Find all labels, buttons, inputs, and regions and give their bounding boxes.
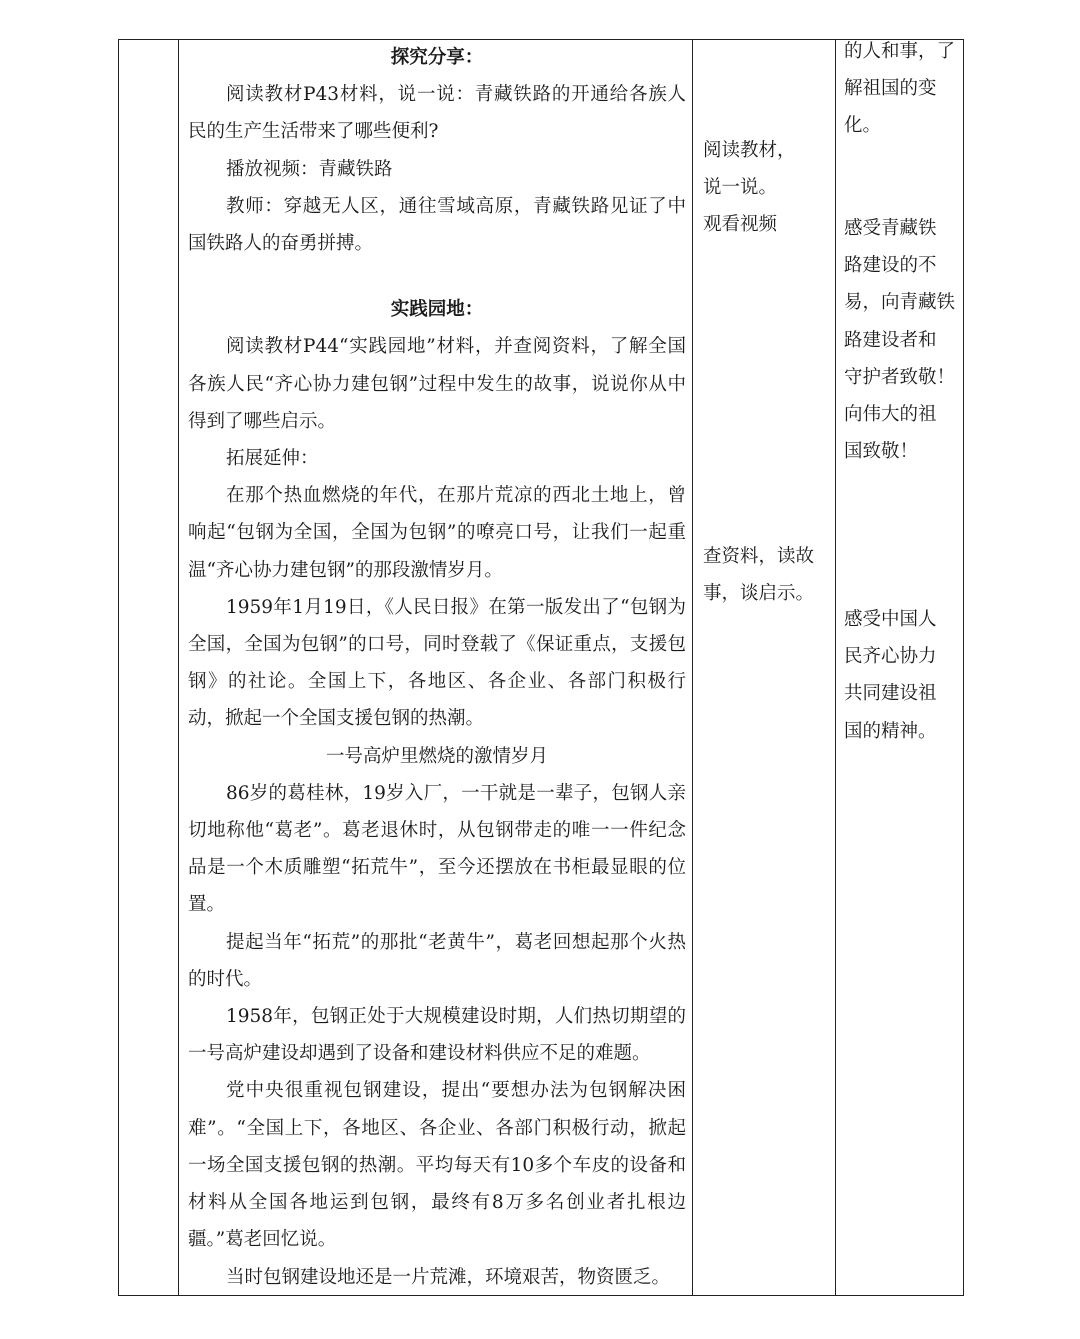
- intent-line: 路建设者和: [844, 329, 937, 351]
- paragraph: 1959年1月19日，《人民日报》在第一版发出了“包钢为全国，全国为包钢”的口号，同时登载了《保证重点，支援包钢》的社论。全国上下，各地区、各企业、各部门积极行动，掀起一个全国支援包钢的热潮。: [188, 596, 686, 730]
- paragraph: 提起当年“拓荒”的那批“老黄牛”，葛老回想起那个火热的时代。: [188, 931, 686, 990]
- intent-line: 解祖国的变: [844, 78, 937, 100]
- article-subtitle: 一号高炉里燃烧的激情岁月: [325, 745, 548, 767]
- activity-line: 阅读教材，: [703, 140, 796, 161]
- paragraph: 当时包钢建设地还是一片荒滩，环境艰苦，物资匮乏。: [226, 1266, 671, 1288]
- intent-line: 化。: [844, 115, 882, 137]
- activity-line: 观看视频: [703, 214, 778, 236]
- intent-line: 路建设的不: [844, 255, 937, 277]
- paragraph: 阅读教材P44“实践园地”材料，并查阅资料，了解全国各族人民“齐心协力建包钢”过程中发生的故事，说说你从中得到了哪些启示。: [188, 336, 686, 432]
- column-divider: [835, 39, 836, 1296]
- paragraph: 1958年，包钢正处于大规模建设时期，人们热切期望的一号高炉建设却遇到了设备和建设材料供应不足的难题。: [188, 1006, 686, 1065]
- intent-line: 共同建设祖: [844, 683, 937, 705]
- heading-explore-share: 探究分享：: [390, 47, 484, 68]
- intent-line: 民齐心协力: [844, 646, 937, 668]
- intent-line: 向伟大的祖: [844, 404, 937, 426]
- column-divider: [178, 39, 179, 1296]
- paragraph: 阅读教材P43材料，说一说：青藏铁路的开通给各族人民的生产生活带来了哪些便利?: [188, 84, 686, 143]
- paragraph: 86岁的葛桂林，19岁入厂，一干就是一辈子，包钢人亲切地称他“葛老”。葛老退休时，从包钢带走的唯一一件纪念品是一个木质雕塑“拓荒牛”，至今还摆放在书柜最显眼的位置。: [188, 782, 686, 916]
- paragraph: 在那个热血燃烧的年代，在那片荒凉的西北土地上，曾响起“包钢为全国，全国为包钢”的嘹亮口号，让我们一起重温“齐心协力建包钢”的那段激情岁月。: [188, 485, 686, 581]
- intent-line: 守护者致敬！: [844, 366, 956, 388]
- heading-practice-garden: 实践园地：: [390, 299, 484, 321]
- intent-line: 感受中国人: [844, 609, 937, 630]
- paragraph: 党中央很重视包钢建设，提出“要想办法为包钢解决困难”。“全国上下，各地区、各企业、各部门积极行动，掀起一场全国支援包钢的热潮。平均每天有10多个车皮的设备和材料从全国各地运到包钢，最终有8万多名创业者扎根边疆。”葛老回忆说。: [188, 1080, 686, 1251]
- paragraph: 拓展延伸：: [226, 448, 319, 470]
- intent-line: 的人和事，了: [844, 41, 956, 62]
- intent-line: 感受青藏铁: [844, 218, 937, 239]
- paragraph: 教师：穿越无人区，通往雪域高原，青藏铁路见证了中国铁路人的奋勇拼搏。: [188, 195, 686, 255]
- activity-line: 说一说。: [703, 177, 778, 199]
- intent-line: 国的精神。: [844, 720, 937, 742]
- intent-line: 国致敬！: [844, 441, 919, 463]
- spacer: [188, 262, 686, 291]
- activity-line: 查资料，读故: [703, 546, 815, 567]
- teaching-content-column: [188, 39, 686, 1296]
- paragraph: 播放视频：青藏铁路: [226, 158, 393, 180]
- intent-line: 易，向青藏铁: [844, 292, 956, 314]
- activity-line: 事，谈启示。: [703, 583, 815, 605]
- column-divider: [692, 39, 693, 1296]
